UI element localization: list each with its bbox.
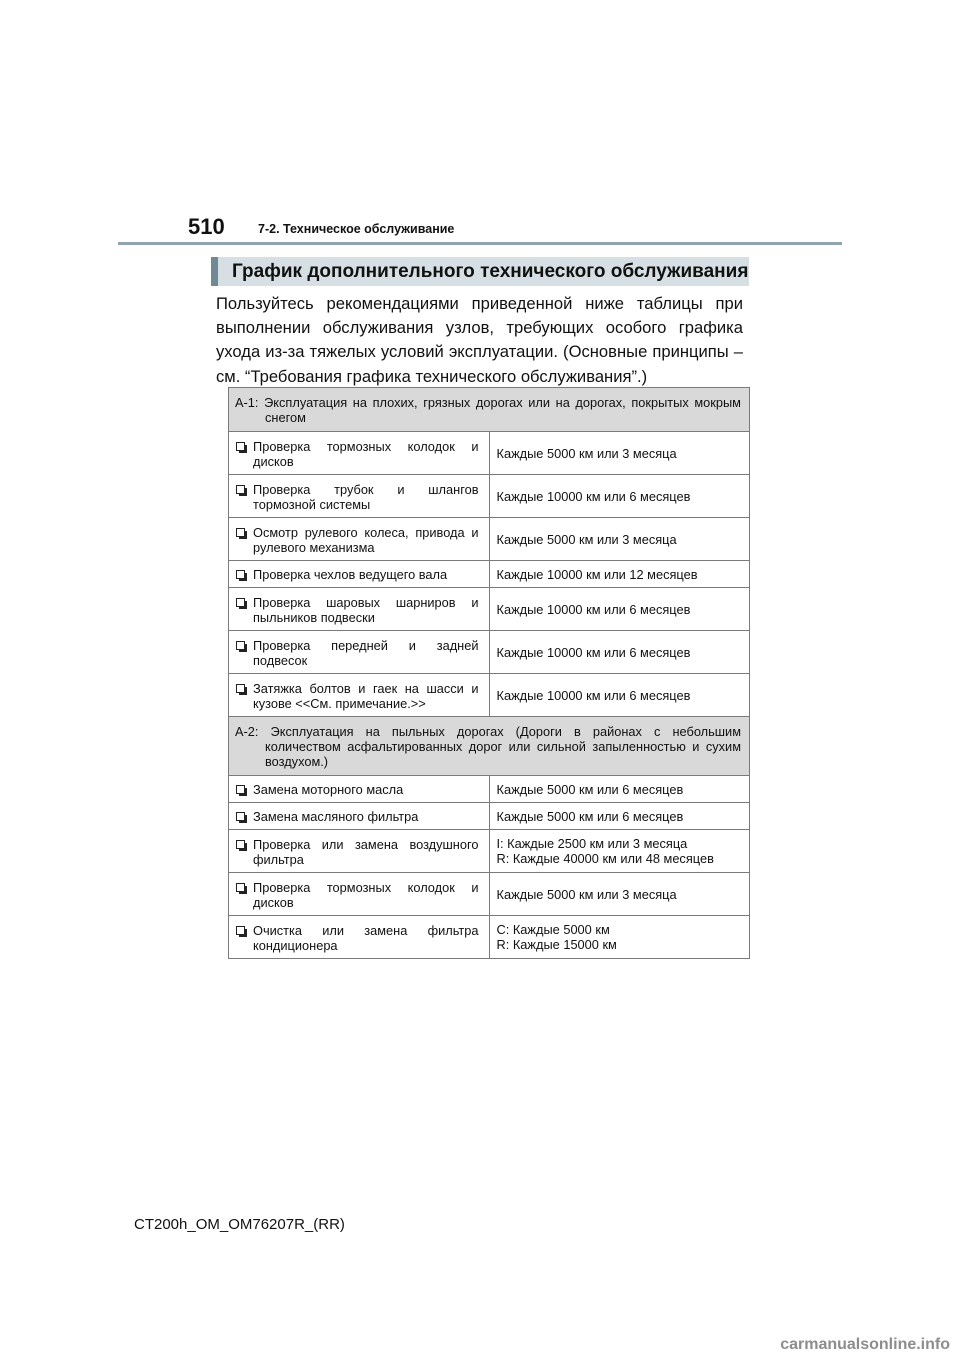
maintenance-item-text: Проверка или замена воздушного фильтра xyxy=(253,836,479,867)
table-row xyxy=(229,830,750,873)
table-row xyxy=(229,803,750,830)
condition-group-label: A-2: Эксплуатация на пыльных дорогах (Дороги в районах с небольшим количеством асфальтированных дорог или сильной запыленностью и сухим воздухом.) xyxy=(235,723,741,769)
condition-group-cell xyxy=(229,717,750,776)
maintenance-item-text: Проверка передней и задней подвесок xyxy=(253,637,479,668)
checkbox-bullet-icon xyxy=(236,883,245,892)
maintenance-item-text: Замена масляного фильтра xyxy=(253,809,419,824)
interval-text: Каждые 5000 км или 6 месяцев xyxy=(496,781,684,797)
section-header: 7-2. Техническое обслуживание xyxy=(258,222,455,236)
maintenance-item-cell xyxy=(229,631,490,674)
intro-paragraph: Пользуйтесь рекомендациями приведенной ниже таблицы при выполнении обслуживания узлов, требующих особого графика ухода из-за тяжелых условий эксплуатации. (Основные принципы – см. “Требования графика технического обслуживания”.) xyxy=(216,294,743,386)
interval-cell xyxy=(489,561,750,588)
interval-text: R: Каждые 15000 км xyxy=(496,937,617,952)
table-row xyxy=(229,588,750,631)
checkbox-bullet-icon xyxy=(236,528,245,537)
maintenance-item-text: Проверка шаровых шарниров и пыльников подвески xyxy=(253,594,479,625)
interval-cell xyxy=(489,830,750,873)
header-divider xyxy=(118,242,842,245)
maintenance-item-cell xyxy=(229,873,490,916)
checkbox-bullet-icon xyxy=(236,598,245,607)
interval-text: R: Каждые 40000 км или 48 месяцев xyxy=(496,851,714,866)
condition-group-row xyxy=(229,717,750,776)
table-row xyxy=(229,674,750,717)
checkbox-bullet-icon xyxy=(236,926,245,935)
condition-group-row xyxy=(229,388,750,432)
site-watermark: carmanualsonline.info xyxy=(770,1332,960,1358)
maintenance-item-text: Осмотр рулевого колеса, привода и рулевого механизма xyxy=(253,524,479,555)
maintenance-item-cell xyxy=(229,561,490,588)
maintenance-item-cell xyxy=(229,674,490,717)
interval-cell xyxy=(489,518,750,561)
maintenance-item-cell xyxy=(229,518,490,561)
maintenance-item-cell xyxy=(229,803,490,830)
maintenance-item-text: Проверка трубок и шлангов тормозной системы xyxy=(253,481,479,512)
table-row xyxy=(229,776,750,803)
condition-group-cell xyxy=(229,388,750,432)
condition-group-label: A-1: Эксплуатация на плохих, грязных дорогах или на дорогах, покрытых мокрым снегом xyxy=(235,394,741,425)
page-number: 510 xyxy=(188,214,225,239)
interval-text: Каждые 10000 км или 6 месяцев xyxy=(496,644,691,660)
interval-cell xyxy=(489,588,750,631)
interval-cell xyxy=(489,803,750,830)
interval-cell xyxy=(489,631,750,674)
interval-text: C: Каждые 5000 км xyxy=(496,922,610,937)
table-row xyxy=(229,631,750,674)
interval-text: Каждые 5000 км или 3 месяца xyxy=(496,445,677,461)
maintenance-item-cell xyxy=(229,432,490,475)
maintenance-schedule-table xyxy=(228,387,750,959)
document-code: CT200h_OM_OM76207R_(RR) xyxy=(134,1216,345,1233)
interval-cell xyxy=(489,674,750,717)
maintenance-item-text: Очистка или замена фильтра кондиционера xyxy=(253,922,479,953)
interval-cell xyxy=(489,776,750,803)
interval-cell xyxy=(489,432,750,475)
interval-text: Каждые 10000 км или 6 месяцев xyxy=(496,488,691,504)
table-row xyxy=(229,916,750,959)
maintenance-item-cell xyxy=(229,776,490,803)
table-row xyxy=(229,561,750,588)
checkbox-bullet-icon xyxy=(236,684,245,693)
interval-text: Каждые 5000 км или 6 месяцев xyxy=(496,808,684,824)
checkbox-bullet-icon xyxy=(236,442,245,451)
maintenance-item-text: Проверка чехлов ведущего вала xyxy=(253,567,448,582)
interval-text: Каждые 10000 км или 6 месяцев xyxy=(496,601,691,617)
interval-text: Каждые 10000 км или 6 месяцев xyxy=(496,687,691,703)
section-title: График дополнительного технического обслуживания xyxy=(211,257,749,286)
checkbox-bullet-icon xyxy=(236,570,245,579)
maintenance-item-text: Проверка тормозных колодок и дисков xyxy=(253,438,479,469)
maintenance-item-text: Проверка тормозных колодок и дисков xyxy=(253,879,479,910)
maintenance-item-text: Затяжка болтов и гаек на шасси и кузове <<См. примечание.>> xyxy=(253,680,479,711)
table-row xyxy=(229,432,750,475)
maintenance-item-cell xyxy=(229,475,490,518)
interval-cell xyxy=(489,475,750,518)
checkbox-bullet-icon xyxy=(236,812,245,821)
table-row xyxy=(229,873,750,916)
maintenance-item-cell xyxy=(229,588,490,631)
maintenance-item-cell xyxy=(229,830,490,873)
maintenance-item-cell xyxy=(229,916,490,959)
interval-text: Каждые 5000 км или 3 месяца xyxy=(496,531,677,547)
interval-cell xyxy=(489,916,750,959)
interval-cell xyxy=(489,873,750,916)
checkbox-bullet-icon xyxy=(236,840,245,849)
checkbox-bullet-icon xyxy=(236,485,245,494)
interval-text: Каждые 5000 км или 3 месяца xyxy=(496,886,677,902)
table-row xyxy=(229,518,750,561)
maintenance-item-text: Замена моторного масла xyxy=(253,782,404,797)
table-row xyxy=(229,475,750,518)
checkbox-bullet-icon xyxy=(236,785,245,794)
interval-text: I: Каждые 2500 км или 3 месяца xyxy=(496,836,688,851)
checkbox-bullet-icon xyxy=(236,641,245,650)
interval-text: Каждые 10000 км или 12 месяцев xyxy=(496,566,698,582)
